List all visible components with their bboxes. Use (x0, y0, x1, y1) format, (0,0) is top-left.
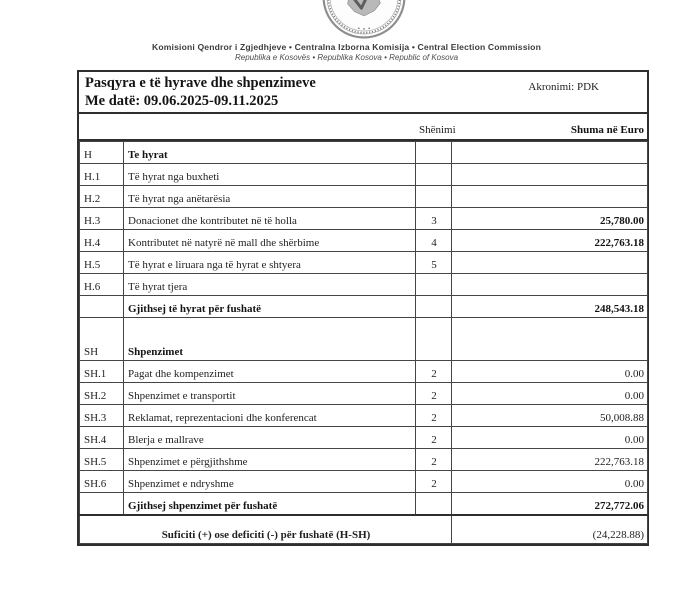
row-note: 2 (416, 427, 452, 449)
row-description: Donacionet dhe kontributet në të holla (124, 208, 416, 230)
table-row (80, 164, 648, 186)
row-amount (452, 252, 648, 274)
row-code: H.6 (80, 274, 124, 296)
row-code: H.5 (80, 252, 124, 274)
row-amount: 0.00 (452, 471, 648, 493)
row-amount (452, 142, 648, 164)
row-description: Të hyrat e liruara nga të hyrat e shtyera (124, 252, 416, 274)
row-description: Gjithsej të hyrat për fushatë (124, 296, 416, 318)
row-amount: 222,763.18 (452, 449, 648, 471)
row-description: Blerja e mallrave (124, 427, 416, 449)
row-description: Reklamat, reprezentacioni dhe konferencat (124, 405, 416, 427)
table-row (80, 274, 648, 296)
table-row (80, 361, 648, 383)
table-row (80, 142, 648, 164)
row-note: 4 (416, 230, 452, 252)
table-row (80, 318, 648, 361)
row-code: H.1 (80, 164, 124, 186)
row-code: SH.3 (80, 405, 124, 427)
result-amount: (24,228.88) (452, 515, 648, 544)
row-note: 2 (416, 405, 452, 427)
row-code: H.3 (80, 208, 124, 230)
row-note (416, 493, 452, 516)
row-amount (452, 274, 648, 296)
row-description: Shpenzimet (124, 318, 416, 361)
row-note (416, 164, 452, 186)
table-row (80, 208, 648, 230)
row-amount: 222,763.18 (452, 230, 648, 252)
table-row (80, 383, 648, 405)
table-row (80, 230, 648, 252)
table-row (80, 471, 648, 493)
row-description: Pagat dhe kompenzimet (124, 361, 416, 383)
row-amount: 25,780.00 (452, 208, 648, 230)
table-row (80, 252, 648, 274)
row-code: SH (80, 318, 124, 361)
row-code: H (80, 142, 124, 164)
row-note (416, 296, 452, 318)
row-note: 3 (416, 208, 452, 230)
row-code (80, 493, 124, 516)
row-note: 2 (416, 383, 452, 405)
row-note (416, 274, 452, 296)
financial-statement (77, 70, 649, 546)
row-note (416, 142, 452, 164)
row-amount: 0.00 (452, 361, 648, 383)
row-note: 2 (416, 471, 452, 493)
row-amount: 272,772.06 (452, 493, 648, 516)
table-row (80, 296, 648, 318)
table-body (80, 142, 648, 516)
row-code: H.4 (80, 230, 124, 252)
org-subtitle: Republika e Kosovës • Republika Kosova • Republic of Kosova (234, 53, 459, 62)
result-label: Suficiti (+) ose deficiti (-) për fushatë (H-SH) (80, 515, 452, 544)
table-row (80, 186, 648, 208)
table-row (80, 405, 648, 427)
row-description: Të hyrat nga buxheti (124, 164, 416, 186)
row-code: SH.5 (80, 449, 124, 471)
row-note (416, 318, 452, 361)
title-lines (85, 74, 316, 110)
row-code: SH.2 (80, 383, 124, 405)
row-amount: 0.00 (452, 383, 648, 405)
column-header-row (79, 114, 647, 141)
commission-seal-icon (321, 0, 407, 40)
row-description: Shpenzimet e ndryshme (124, 471, 416, 493)
row-code: SH.1 (80, 361, 124, 383)
row-code (80, 296, 124, 318)
row-description: Gjithsej shpenzimet për fushatë (124, 493, 416, 516)
row-description: Të hyrat tjera (124, 274, 416, 296)
report-title: Pasqyra e të hyrave dhe shpenzimeve (85, 75, 316, 91)
row-note: 2 (416, 361, 452, 383)
row-code: SH.6 (80, 471, 124, 493)
row-description: Shpenzimet e përgjithshme (124, 449, 416, 471)
row-description: Kontributet në natyrë në mall dhe shërbime (124, 230, 416, 252)
row-amount (452, 186, 648, 208)
row-note: 2 (416, 449, 452, 471)
row-amount: 248,543.18 (452, 296, 648, 318)
table-row (80, 493, 648, 516)
party-acronym-label: Akronimi: PDK (528, 81, 599, 93)
title-block (79, 72, 647, 114)
row-description: Shpenzimet e transportit (124, 383, 416, 405)
table-row (80, 449, 648, 471)
report-date-range: Me datë: 09.06.2025-09.11.2025 (85, 93, 279, 109)
income-expense-table (79, 141, 648, 544)
row-note (416, 186, 452, 208)
row-amount (452, 318, 648, 361)
letterhead (0, 42, 693, 62)
column-header-note: Shënimi (419, 124, 456, 136)
column-header-amount: Shuma në Euro (570, 124, 644, 136)
row-code: H.2 (80, 186, 124, 208)
result-row (80, 515, 648, 544)
table-row (80, 427, 648, 449)
row-description: Të hyrat nga anëtarësia (124, 186, 416, 208)
row-amount: 0.00 (452, 427, 648, 449)
org-name: Komisioni Qendror i Zgjedhjeve • Centralna Izborna Komisija • Central Election Commission (152, 42, 541, 52)
row-description: Te hyrat (124, 142, 416, 164)
row-note: 5 (416, 252, 452, 274)
row-amount (452, 164, 648, 186)
row-code: SH.4 (80, 427, 124, 449)
row-amount: 50,008.88 (452, 405, 648, 427)
